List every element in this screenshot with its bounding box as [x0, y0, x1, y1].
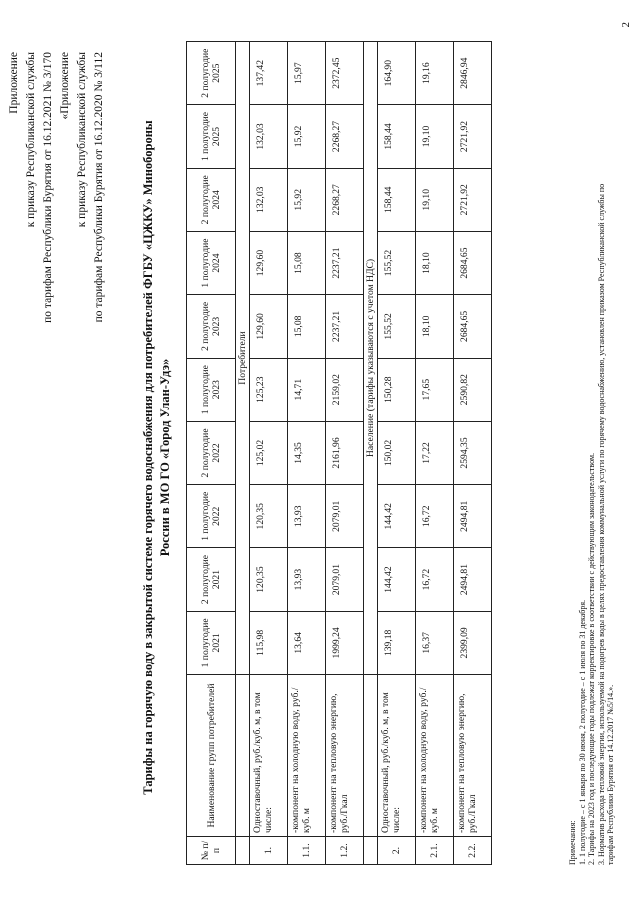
- tariff-value: 120,35: [250, 548, 288, 611]
- tariff-value: 2721,92: [454, 168, 492, 231]
- table-row: [454, 42, 492, 865]
- tariff-value: 155,52: [378, 295, 416, 358]
- tariff-value: 15,92: [288, 105, 326, 168]
- tariff-value: 2684,65: [454, 295, 492, 358]
- row-number: 1.2.: [326, 837, 364, 865]
- tariff-value: 129,60: [250, 231, 288, 294]
- tariff-value: 2268,27: [326, 105, 364, 168]
- tariff-value: 115,98: [250, 611, 288, 674]
- tariff-value: 15,97: [288, 42, 326, 105]
- consumer-group-name: -компонент на тепловую энергию, руб./Гкал: [454, 675, 492, 837]
- notes: [568, 45, 616, 865]
- tariff-value: 2079,01: [326, 548, 364, 611]
- tariff-value: 139,18: [378, 611, 416, 674]
- tariff-table: [186, 41, 492, 865]
- tariff-value: 158,44: [378, 105, 416, 168]
- table-row: [416, 42, 454, 865]
- title-line: Тарифы на горячую воду в закрытой системе горячего водоснабжения для потребителей ФГБУ «ЦЖКУ» Минобороны: [141, 120, 155, 795]
- note-line: 1. 1 полугодие – с 1 января по 30 июня, 2 полугодие – с 1 июля по 31 декабря.: [577, 599, 587, 865]
- tariff-value: 18,10: [416, 231, 454, 294]
- row-number: 1.: [250, 837, 288, 865]
- tariff-value: 144,42: [378, 548, 416, 611]
- tariff-value: 17,22: [416, 421, 454, 484]
- tariff-value: 2399,09: [454, 611, 492, 674]
- tariff-value: 2594,35: [454, 421, 492, 484]
- tariff-value: 2684,65: [454, 231, 492, 294]
- header-line: к приказу Республиканской службы: [76, 52, 88, 228]
- tariff-value: 2237,21: [326, 295, 364, 358]
- tariff-value: 150,02: [378, 421, 416, 484]
- tariff-value: 2237,21: [326, 231, 364, 294]
- tariff-value: 17,65: [416, 358, 454, 421]
- column-header: 1 полугодие 2021: [187, 611, 236, 674]
- tariff-value: 120,35: [250, 485, 288, 548]
- title-line: России в МО ГО «Город Улан-Удэ»: [158, 358, 172, 557]
- header-line: Приложение: [8, 52, 20, 114]
- column-header: 1 полугодие 2024: [187, 231, 236, 294]
- tariff-value: 13,64: [288, 611, 326, 674]
- table-row: [288, 42, 326, 865]
- tariff-value: 2721,92: [454, 105, 492, 168]
- column-header: 2 полугодие 2025: [187, 42, 236, 105]
- consumer-group-name: -компонент на тепловую энергию, руб./Гкал: [326, 675, 364, 837]
- row-number: 2.1.: [416, 837, 454, 865]
- approval-header: [6, 52, 108, 323]
- tariff-value: 1999,24: [326, 611, 364, 674]
- tariff-value: 2494,81: [454, 485, 492, 548]
- tariff-value: 19,16: [416, 42, 454, 105]
- header-line: по тарифам Республики Бурятия от 16.12.2020 № 3/112: [93, 52, 105, 323]
- tariff-value: 2494,81: [454, 548, 492, 611]
- tariff-value: 13,93: [288, 548, 326, 611]
- section-header-consumers: Потребители: [236, 42, 250, 675]
- column-header: 2 полугодие 2022: [187, 421, 236, 484]
- column-header: 1 полугодие 2022: [187, 485, 236, 548]
- tariff-value: 2161,96: [326, 421, 364, 484]
- column-header: 2 полугодие 2024: [187, 168, 236, 231]
- row-number: 1.1.: [288, 837, 326, 865]
- consumer-group-name: -компонент на холодную воду, руб./куб. м: [288, 675, 326, 837]
- column-header: Наименование групп потребителей: [187, 675, 236, 837]
- note-line: тарифам Республики Бурятия от 14.12.2017 №5/14.».: [606, 684, 616, 865]
- tariff-value: 15,08: [288, 231, 326, 294]
- note-line: 3. Норматив расхода тепловой энергии, используемой на подогрев воды в целях предоставления коммунальной услуги по горячему водоснабжению, установлен приказом Республиканской службы по: [596, 183, 606, 865]
- column-header: 2 полугодие 2021: [187, 548, 236, 611]
- tariff-value: 2268,27: [326, 168, 364, 231]
- tariff-value: 14,71: [288, 358, 326, 421]
- tariff-value: 2159,02: [326, 358, 364, 421]
- header-line: к приказу Республиканской службы: [25, 52, 37, 228]
- tariff-value: 16,72: [416, 548, 454, 611]
- tariff-value: 16,37: [416, 611, 454, 674]
- table-row: [250, 42, 288, 865]
- section-header-population: Население (тарифы указываются с учетом НДС): [364, 42, 378, 675]
- tariff-value: 125,23: [250, 358, 288, 421]
- column-header: 1 полугодие 2023: [187, 358, 236, 421]
- header-line: по тарифам Республики Бурятия от 16.12.2021 № 3/170: [42, 52, 54, 323]
- tariff-value: 19,10: [416, 168, 454, 231]
- tariff-value: 2079,01: [326, 485, 364, 548]
- consumer-group-name: -компонент на холодную воду, руб./куб. м: [416, 675, 454, 837]
- column-header: № п/п: [187, 837, 236, 865]
- page-number: 2: [620, 22, 632, 28]
- note-line: 2. Тарифы на 2023 год и последующие годы подлежат корректировке в соответствии с действующим законодательством.: [587, 452, 597, 865]
- tariff-value: 137,42: [250, 42, 288, 105]
- note-line: Примечания:: [568, 820, 577, 865]
- tariff-value: 155,52: [378, 231, 416, 294]
- column-header: 1 полугодие 2025: [187, 105, 236, 168]
- tariff-value: 164,90: [378, 42, 416, 105]
- tariff-value: 2846,94: [454, 42, 492, 105]
- tariff-value: 15,92: [288, 168, 326, 231]
- tariff-value: 19,10: [416, 105, 454, 168]
- tariff-value: 2590,82: [454, 358, 492, 421]
- tariff-value: 132,03: [250, 105, 288, 168]
- tariff-value: 16,72: [416, 485, 454, 548]
- table-header-row: [187, 42, 236, 865]
- tariff-value: 15,08: [288, 295, 326, 358]
- tariff-value: 150,28: [378, 358, 416, 421]
- row-number: 2.2.: [454, 837, 492, 865]
- tariff-value: 13,93: [288, 485, 326, 548]
- tariff-value: 125,02: [250, 421, 288, 484]
- header-line: «Приложение: [59, 52, 71, 120]
- tariff-value: 132,03: [250, 168, 288, 231]
- document-title: [140, 50, 174, 865]
- tariff-value: 14,35: [288, 421, 326, 484]
- row-number: 2.: [378, 837, 416, 865]
- table-row: [326, 42, 364, 865]
- tariff-value: 129,60: [250, 295, 288, 358]
- column-header: 2 полугодие 2023: [187, 295, 236, 358]
- table-row: [378, 42, 416, 865]
- tariff-value: 158,44: [378, 168, 416, 231]
- tariff-value: 2372,45: [326, 42, 364, 105]
- consumer-group-name: Одноставочный, руб./куб. м, в том числе:: [378, 675, 416, 837]
- tariff-value: 18,10: [416, 295, 454, 358]
- consumer-group-name: Одноставочный, руб./куб. м, в том числе:: [250, 675, 288, 837]
- tariff-value: 144,42: [378, 485, 416, 548]
